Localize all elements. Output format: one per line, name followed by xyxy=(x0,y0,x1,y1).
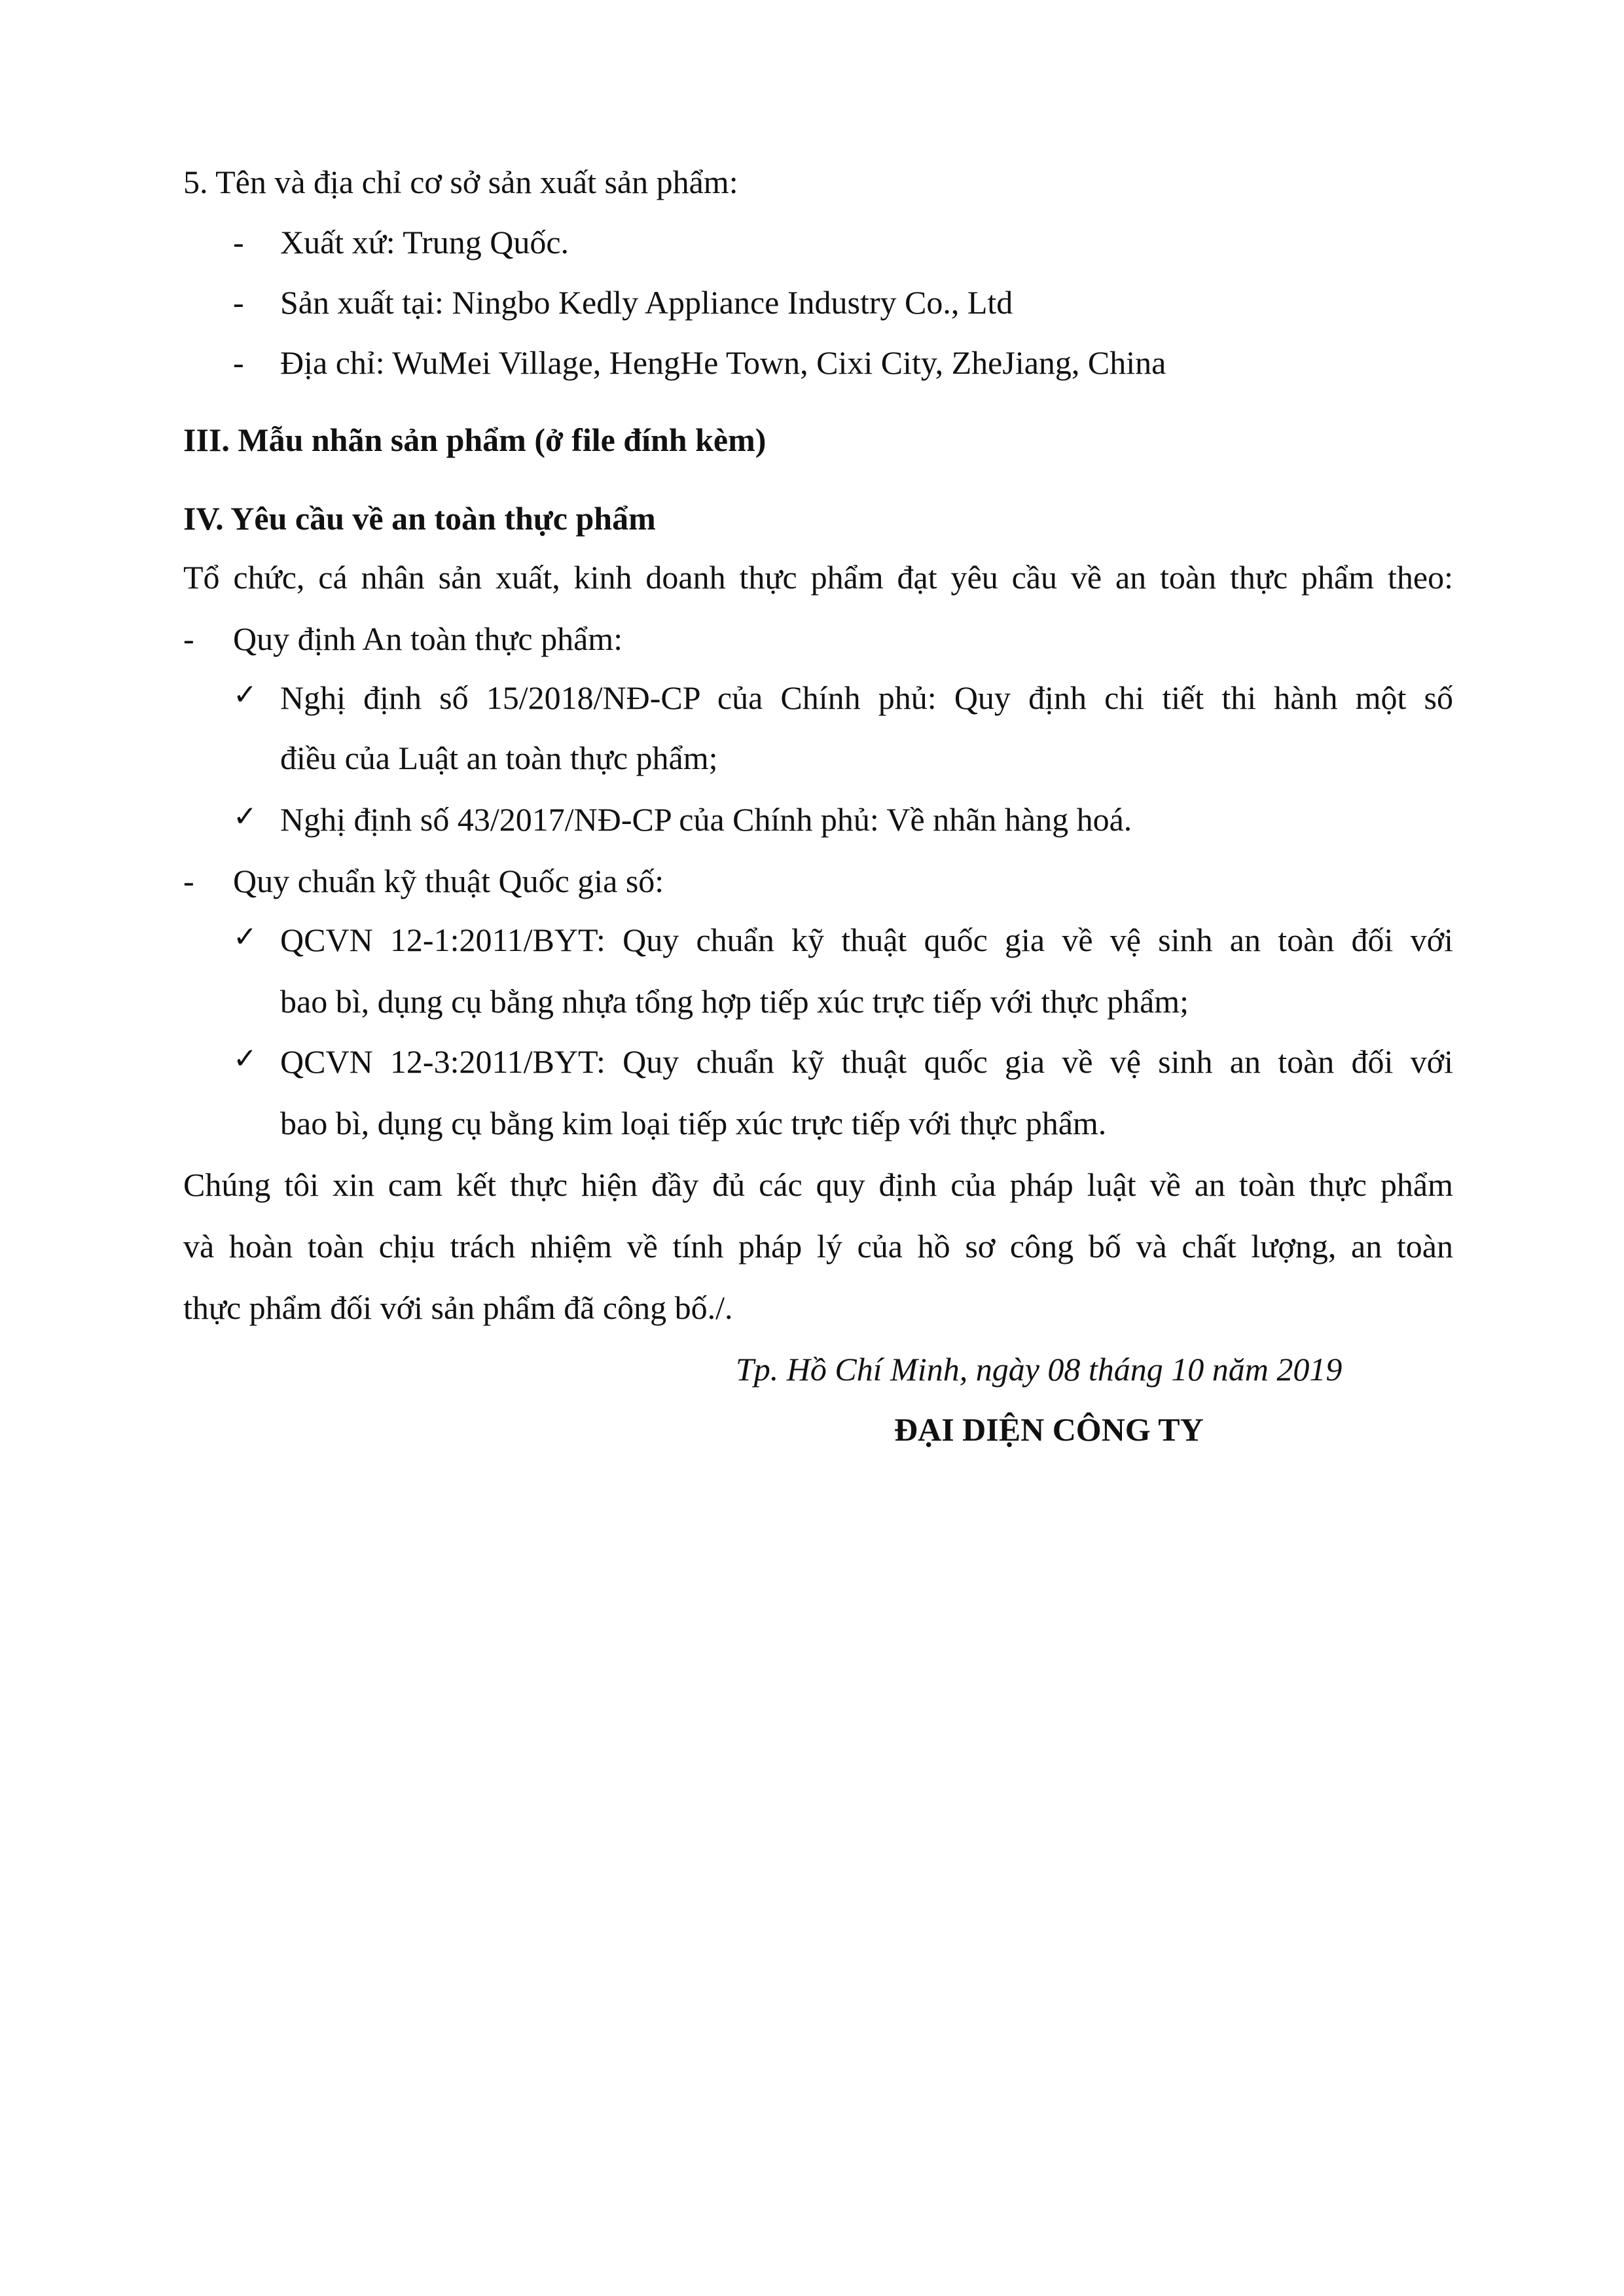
bullet-dash: - xyxy=(183,620,194,657)
section-3-heading: III. Mẫu nhãn sản phẩm (ở file đính kèm) xyxy=(183,422,767,458)
group-2-label: Quy chuẩn kỹ thuật Quốc gia số: xyxy=(233,863,664,899)
section-5-heading: 5. Tên và địa chỉ cơ sở sản xuất sản phẩm: xyxy=(183,164,738,200)
group-1-label: Quy định An toàn thực phẩm: xyxy=(233,620,623,657)
representative-title: ĐẠI DIỆN CÔNG TY xyxy=(894,1411,1204,1448)
checkmark-icon: ✓ xyxy=(233,1042,257,1075)
checkmark-icon: ✓ xyxy=(233,800,257,833)
decree-43-item: Nghị định số 43/2017/NĐ-CP của Chính phủ: Về nhãn hàng hoá. xyxy=(280,801,1132,838)
qcvn-12-3-line-2: bao bì, dụng cụ bằng kim loại tiếp xúc trực tiếp với thực phẩm. xyxy=(280,1105,1107,1141)
qcvn-12-1-line-2: bao bì, dụng cụ bằng nhựa tổng hợp tiếp xúc trực tiếp với thực phẩm; xyxy=(280,983,1189,1020)
section-4-intro: Tổ chức, cá nhân sản xuất, kinh doanh thực phẩm đạt yêu cầu về an toàn thực phẩm theo: xyxy=(183,559,1453,596)
checkmark-icon: ✓ xyxy=(233,678,257,711)
manufacturer-item: Sản xuất tại: Ningbo Kedly Appliance Industry Co., Ltd xyxy=(280,284,1013,321)
address-item: Địa chỉ: WuMei Village, HengHe Town, Cixi City, ZheJiang, China xyxy=(280,344,1166,381)
qcvn-12-3-line-1: QCVN 12-3:2011/BYT: Quy chuẩn kỹ thuật quốc gia về vệ sinh an toàn đối với xyxy=(280,1043,1453,1080)
bullet-dash: - xyxy=(233,344,244,381)
commitment-line-2: và hoàn toàn chịu trách nhiệm về tính pháp lý của hồ sơ công bố và chất lượng, an toàn xyxy=(183,1228,1453,1265)
bullet-dash: - xyxy=(233,284,244,321)
bullet-dash: - xyxy=(233,224,244,260)
section-4-heading: IV. Yêu cầu về an toàn thực phẩm xyxy=(183,500,656,537)
commitment-line-3: thực phẩm đối với sản phẩm đã công bố./. xyxy=(183,1289,733,1326)
place-date: Tp. Hồ Chí Minh, ngày 08 tháng 10 năm 2019 xyxy=(736,1351,1343,1388)
decree-15-line-2: điều của Luật an toàn thực phẩm; xyxy=(280,740,718,776)
decree-15-line-1: Nghị định số 15/2018/NĐ-CP của Chính phủ: Quy định chi tiết thi hành một số xyxy=(280,679,1453,716)
commitment-line-1: Chúng tôi xin cam kết thực hiện đầy đủ các quy định của pháp luật về an toàn thực phẩm xyxy=(183,1166,1453,1203)
checkmark-icon: ✓ xyxy=(233,920,257,954)
qcvn-12-1-line-1: QCVN 12-1:2011/BYT: Quy chuẩn kỹ thuật quốc gia về vệ sinh an toàn đối với xyxy=(280,922,1453,958)
bullet-dash: - xyxy=(183,863,194,899)
origin-item: Xuất xứ: Trung Quốc. xyxy=(280,224,569,260)
